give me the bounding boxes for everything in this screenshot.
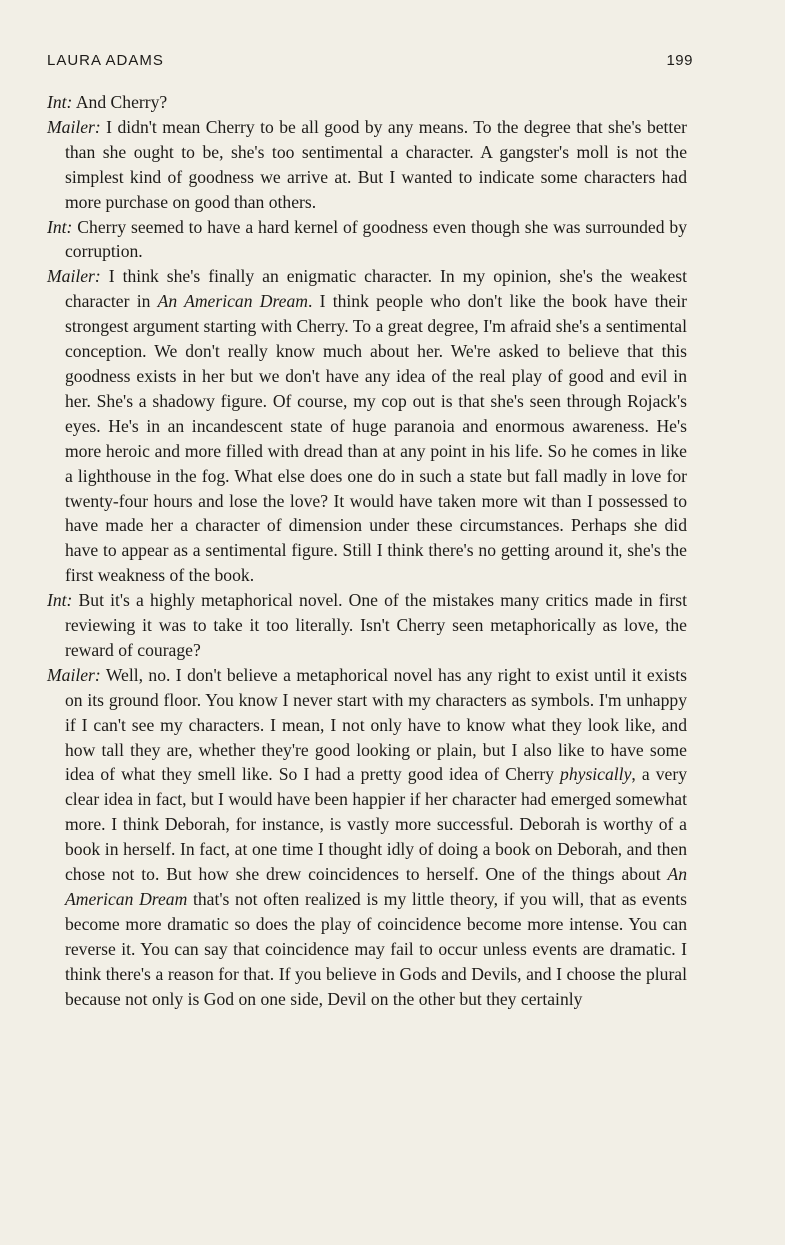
interview-paragraph — [47, 588, 687, 663]
paragraph-text: And Cherry? — [72, 92, 168, 112]
interview-paragraph — [47, 663, 687, 1012]
interview-text — [47, 90, 687, 1012]
paragraph-text: I didn't mean Cherry to be all good by any means. To the degree that she's better than she ought to be, she's too sentimental a character. A gangster's moll is not the simplest kind of goodness we arrive at. But I wanted to indicate some characters had more purchase on good than others. — [65, 116, 687, 212]
page-number: 199 — [666, 52, 693, 69]
speaker-label: Int: — [47, 590, 73, 611]
paragraph-text: , a very clear idea in fact, but I would have been happier if her character had emerged somewhat more. I think Deborah, for instance, is vastly more successful. Deborah is worthy of a book in herself. In fact, at one time I thought idly of doing a book on Deborah, and then chose not to. But how she drew coincidences to herself. One of the things about — [65, 764, 687, 885]
paragraph-text: But it's a highly metaphorical novel. One of the mistakes many critics made in first reviewing it was to take it too literally. Isn't Cherry seen metaphorically as love, the reward of courage? — [65, 590, 687, 660]
italic-text: physically — [560, 764, 632, 785]
interview-paragraph — [47, 115, 687, 215]
italic-text: An American Dream — [157, 291, 308, 312]
paragraph-text: Cherry seemed to have a hard kernel of goodness even though she was surrounded by corruption. — [65, 216, 687, 262]
paragraph-text: I think she's finally an enigmatic character. In my opinion, she's the weakest character in — [65, 266, 687, 312]
speaker-label: Int: — [47, 92, 73, 112]
paragraph-text: Well, no. I don't believe a metaphorical novel has any right to exist until it exists on its ground floor. You know I never start with my characters as symbols. I'm unhappy if I can't see my characters. I mean, I not only have to know what they look like, and how tall they are, whether they're good looking or plain, but I also like to have some idea of what they smell like. So I had a pretty good idea of Cherry — [65, 664, 687, 785]
speaker-label: Int: — [47, 216, 73, 237]
paragraph-text: that's not often realized is my little theory, if you will, that as events become more dramatic so does the play of coincidence become more intense. You can reverse it. You can say that coincidence may fail to occur unless events are dramatic. I think there's a reason for that. If you believe in Gods and Devils, and I choose the plural because not only is God on one side, Devil on the other but they certainly — [65, 889, 687, 1009]
running-head: LAURA ADAMS — [47, 52, 164, 69]
paragraph-text: . I think people who don't like the book have their strongest argument starting with Cherry. To a great degree, I'm afraid she's a sentimental conception. We don't really know much about her. We're asked to believe that this goodness exists in her but we don't have any idea of the real play of good and evil in her. She's a shadowy figure. Of course, my cop out is that she's seen through Rojack's eyes. He's in an incandescent state of huge paranoia and enormous awareness. He's more heroic and more filled with dread than at any point in his life. So he comes in like a lighthouse in the fog. What else does one do in such a state but fall madly in love for twenty-four hours and lose the love? It would have taken more wit than I possessed to have made her a character of dimension under these circumstances. Perhaps she did have to appear as a sentimental figure. Still I think there's no getting around it, she's the first weakness of the book. — [65, 291, 687, 586]
interview-paragraph — [47, 215, 687, 265]
italic-text: An American Dream — [65, 864, 687, 909]
speaker-label: Mailer: — [47, 664, 101, 685]
page-header — [47, 52, 693, 69]
interview-paragraph — [47, 264, 687, 588]
interview-paragraph — [47, 90, 687, 115]
speaker-label: Mailer: — [47, 266, 101, 287]
speaker-label: Mailer: — [47, 116, 101, 137]
